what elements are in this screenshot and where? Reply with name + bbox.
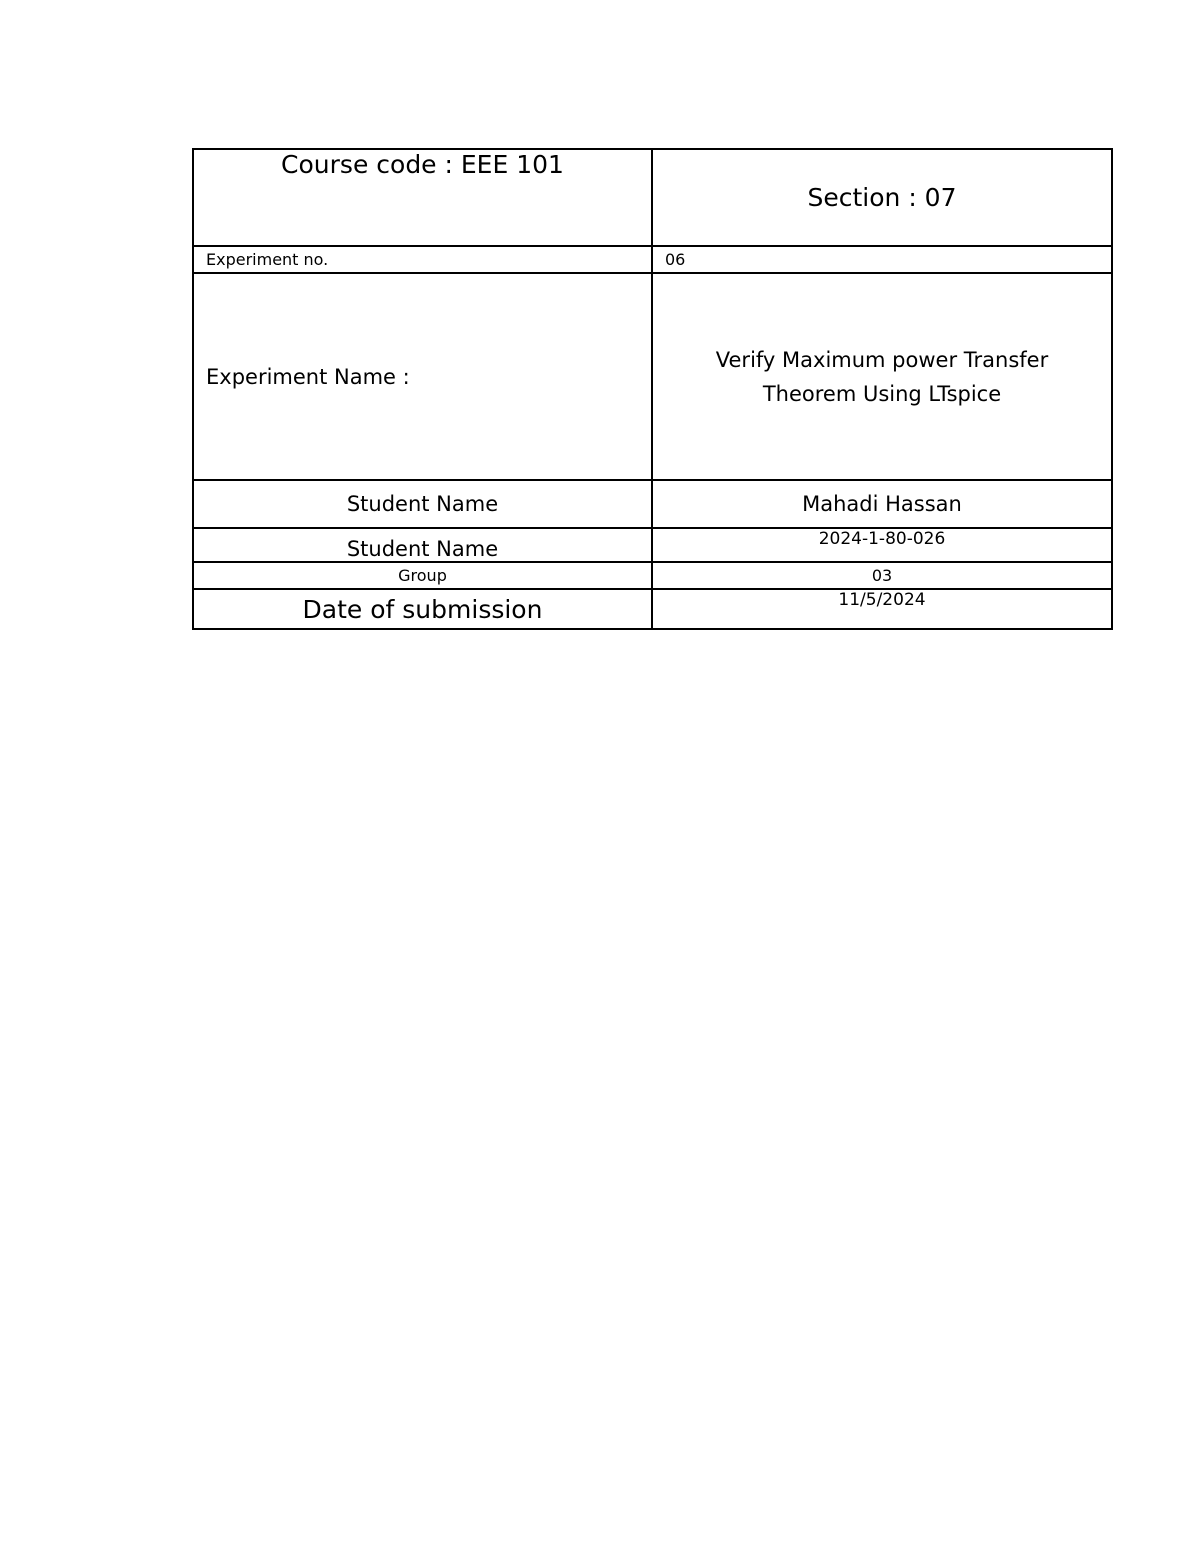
group-row — [193, 562, 1112, 589]
student-name-row — [193, 480, 1112, 528]
student-id-row — [193, 528, 1112, 562]
course-code: Course code : EEE 101 — [281, 150, 564, 179]
student-name-label: Student Name — [346, 492, 499, 516]
cover-table — [192, 148, 1113, 630]
date-value: 11/5/2024 — [838, 590, 926, 610]
experiment-no-value-cell — [652, 246, 1112, 273]
date-row — [193, 589, 1112, 629]
student-id-value: 2024-1-80-026 — [818, 529, 946, 549]
group-value: 03 — [871, 566, 893, 585]
experiment-no-row — [193, 246, 1112, 273]
student-name-value-cell — [652, 480, 1112, 528]
experiment-name-value-cell — [652, 273, 1112, 480]
course-row — [193, 149, 1112, 246]
group-label: Group — [398, 566, 447, 585]
experiment-no-value: 06 — [665, 250, 686, 269]
section: Section : 07 — [807, 183, 957, 212]
experiment-name-line-2: Theorem Using LTspice — [762, 381, 1002, 406]
date-label: Date of submission — [302, 594, 543, 624]
student-id-value-cell — [652, 528, 1112, 562]
experiment-name-row — [193, 273, 1112, 480]
course-code-cell — [193, 149, 652, 246]
group-label-cell — [193, 562, 652, 589]
date-value-cell — [652, 589, 1112, 629]
student-name-label-cell — [193, 480, 652, 528]
student-id-label: Student Name — [346, 537, 499, 561]
student-name-value: Mahadi Hassan — [802, 492, 962, 516]
experiment-name-label-cell — [193, 273, 652, 480]
experiment-name-line-1: Verify Maximum power Transfer — [715, 347, 1049, 372]
group-value-cell — [652, 562, 1112, 589]
student-id-label-cell — [193, 528, 652, 562]
section-cell — [652, 149, 1112, 246]
experiment-no-label: Experiment no. — [206, 250, 329, 269]
date-label-cell — [193, 589, 652, 629]
experiment-no-label-cell — [193, 246, 652, 273]
experiment-name-label: Experiment Name : — [206, 364, 410, 389]
